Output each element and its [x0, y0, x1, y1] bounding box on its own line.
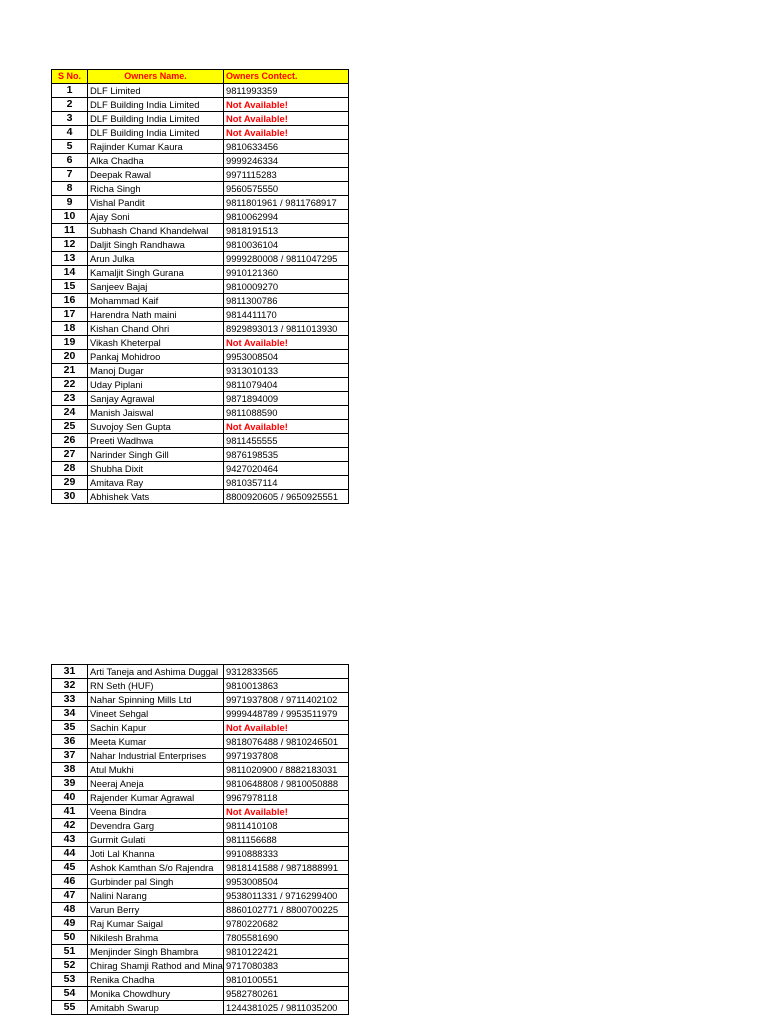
owner-name-cell: Ajay Soni	[88, 210, 224, 224]
owner-name-cell: Amitabh Swarup	[88, 1001, 224, 1015]
serial-no-cell: 30	[52, 490, 88, 504]
owner-name-cell: Deepak Rawal	[88, 168, 224, 182]
table-row	[52, 84, 349, 98]
owner-name-cell: Sachin Kapur	[88, 721, 224, 735]
owner-name-cell: Sanjeev Bajaj	[88, 280, 224, 294]
serial-no-cell: 26	[52, 434, 88, 448]
owner-contact-cell: 9811020900 / 8882183031	[224, 763, 349, 777]
owner-name-cell: Nahar Spinning Mills Ltd	[88, 693, 224, 707]
table-row	[52, 665, 349, 679]
table-row	[52, 350, 349, 364]
owner-name-cell: Preeti Wadhwa	[88, 434, 224, 448]
serial-no-cell: 33	[52, 693, 88, 707]
owner-contact-cell: 9811993359	[224, 84, 349, 98]
serial-no-cell: 45	[52, 861, 88, 875]
owner-name-cell: Varun Berry	[88, 903, 224, 917]
owner-contact-cell: 8860102771 / 8800700225	[224, 903, 349, 917]
owner-contact-cell: 1244381025 / 9811035200	[224, 1001, 349, 1015]
serial-no-cell: 48	[52, 903, 88, 917]
owner-contact-cell: 9811801961 / 9811768917	[224, 196, 349, 210]
serial-no-cell: 20	[52, 350, 88, 364]
table-row	[52, 182, 349, 196]
serial-no-cell: 37	[52, 749, 88, 763]
table-row	[52, 693, 349, 707]
owner-contact-cell: Not Available!	[224, 420, 349, 434]
table-row	[52, 819, 349, 833]
owners-table-2-body	[52, 665, 349, 1015]
owner-name-cell: Vishal Pandit	[88, 196, 224, 210]
owner-name-cell: Amitava Ray	[88, 476, 224, 490]
owner-name-cell: Alka Chadha	[88, 154, 224, 168]
serial-no-cell: 17	[52, 308, 88, 322]
serial-no-cell: 35	[52, 721, 88, 735]
table-row	[52, 378, 349, 392]
owner-name-cell: Daljit Singh Randhawa	[88, 238, 224, 252]
owner-contact-cell: 9971937808	[224, 749, 349, 763]
owner-contact-cell: 9810009270	[224, 280, 349, 294]
serial-no-cell: 18	[52, 322, 88, 336]
owner-contact-cell: 9313010133	[224, 364, 349, 378]
serial-no-cell: 51	[52, 945, 88, 959]
serial-no-cell: 52	[52, 959, 88, 973]
owner-name-cell: DLF Building India Limited	[88, 98, 224, 112]
table-row	[52, 875, 349, 889]
table-row	[52, 973, 349, 987]
header-owners-contact: Owners Contect.	[224, 70, 349, 84]
serial-no-cell: 53	[52, 973, 88, 987]
header-serial-no: S No.	[52, 70, 88, 84]
owner-name-cell: Harendra Nath maini	[88, 308, 224, 322]
owner-contact-cell: 9876198535	[224, 448, 349, 462]
serial-no-cell: 49	[52, 917, 88, 931]
owner-contact-cell: 8929893013 / 9811013930	[224, 322, 349, 336]
owner-name-cell: Manoj Dugar	[88, 364, 224, 378]
owner-name-cell: Menjinder Singh Bhambra	[88, 945, 224, 959]
owner-name-cell: Suvojoy Sen Gupta	[88, 420, 224, 434]
serial-no-cell: 12	[52, 238, 88, 252]
table-row	[52, 420, 349, 434]
serial-no-cell: 29	[52, 476, 88, 490]
table-row	[52, 679, 349, 693]
owner-contact-cell: 9910888333	[224, 847, 349, 861]
table-row	[52, 861, 349, 875]
serial-no-cell: 32	[52, 679, 88, 693]
owner-contact-cell: 9811156688	[224, 833, 349, 847]
owner-contact-cell: 9910121360	[224, 266, 349, 280]
owner-contact-cell: 9953008504	[224, 350, 349, 364]
owner-contact-cell: 9811455555	[224, 434, 349, 448]
owner-contact-cell: 9780220682	[224, 917, 349, 931]
owner-name-cell: Narinder Singh Gill	[88, 448, 224, 462]
table-row	[52, 917, 349, 931]
owner-name-cell: Chirag Shamji Rathod and Mina	[88, 959, 224, 973]
owner-contact-cell: 9312833565	[224, 665, 349, 679]
owner-name-cell: Gurbinder pal Singh	[88, 875, 224, 889]
serial-no-cell: 9	[52, 196, 88, 210]
serial-no-cell: 31	[52, 665, 88, 679]
serial-no-cell: 25	[52, 420, 88, 434]
serial-no-cell: 41	[52, 805, 88, 819]
owner-contact-cell: 9717080383	[224, 959, 349, 973]
owner-name-cell: Rajinder Kumar Kaura	[88, 140, 224, 154]
owner-contact-cell: 9582780261	[224, 987, 349, 1001]
table-row	[52, 959, 349, 973]
owner-name-cell: Subhash Chand Khandelwal	[88, 224, 224, 238]
serial-no-cell: 23	[52, 392, 88, 406]
serial-no-cell: 44	[52, 847, 88, 861]
table-row	[52, 364, 349, 378]
owner-contact-cell: 9811088590	[224, 406, 349, 420]
table-row	[52, 763, 349, 777]
owner-contact-cell: 9814411170	[224, 308, 349, 322]
owner-contact-cell: 9427020464	[224, 462, 349, 476]
owner-contact-cell: 9810357114	[224, 476, 349, 490]
owner-name-cell: Uday Piplani	[88, 378, 224, 392]
owner-contact-cell: 9810062994	[224, 210, 349, 224]
serial-no-cell: 55	[52, 1001, 88, 1015]
table-row	[52, 833, 349, 847]
owner-contact-cell: 9953008504	[224, 875, 349, 889]
table-row	[52, 448, 349, 462]
table-row	[52, 238, 349, 252]
serial-no-cell: 46	[52, 875, 88, 889]
table-row	[52, 322, 349, 336]
owner-contact-cell: 9810122421	[224, 945, 349, 959]
owner-contact-cell: 9818141588 / 9871888991	[224, 861, 349, 875]
serial-no-cell: 34	[52, 707, 88, 721]
owner-name-cell: Manish Jaiswal	[88, 406, 224, 420]
owners-table-2	[51, 664, 349, 1015]
owner-name-cell: Monika Chowdhury	[88, 987, 224, 1001]
table-row	[52, 406, 349, 420]
table-row	[52, 308, 349, 322]
owner-name-cell: Meeta Kumar	[88, 735, 224, 749]
owners-table-1-body	[52, 84, 349, 504]
owner-contact-cell: 9967978118	[224, 791, 349, 805]
serial-no-cell: 2	[52, 98, 88, 112]
table-row	[52, 749, 349, 763]
table-row	[52, 112, 349, 126]
serial-no-cell: 6	[52, 154, 88, 168]
serial-no-cell: 8	[52, 182, 88, 196]
serial-no-cell: 14	[52, 266, 88, 280]
owner-name-cell: DLF Limited	[88, 84, 224, 98]
table-row	[52, 889, 349, 903]
table-row	[52, 126, 349, 140]
table-row	[52, 1001, 349, 1015]
owner-contact-cell: Not Available!	[224, 112, 349, 126]
owner-name-cell: Nalini Narang	[88, 889, 224, 903]
owner-contact-cell: Not Available!	[224, 126, 349, 140]
table-row	[52, 154, 349, 168]
owner-contact-cell: Not Available!	[224, 336, 349, 350]
serial-no-cell: 19	[52, 336, 88, 350]
table-row	[52, 98, 349, 112]
serial-no-cell: 4	[52, 126, 88, 140]
owner-contact-cell: 8800920605 / 9650925551	[224, 490, 349, 504]
serial-no-cell: 16	[52, 294, 88, 308]
owner-contact-cell: 7805581690	[224, 931, 349, 945]
owner-name-cell: Ashok Kamthan S/o Rajendra	[88, 861, 224, 875]
owner-contact-cell: 9999448789 / 9953511979	[224, 707, 349, 721]
serial-no-cell: 43	[52, 833, 88, 847]
serial-no-cell: 5	[52, 140, 88, 154]
table-row	[52, 210, 349, 224]
owner-contact-cell: 9971937808 / 9711402102	[224, 693, 349, 707]
owner-name-cell: Vikash Kheterpal	[88, 336, 224, 350]
table-row	[52, 987, 349, 1001]
serial-no-cell: 11	[52, 224, 88, 238]
table-row	[52, 707, 349, 721]
serial-no-cell: 42	[52, 819, 88, 833]
owner-name-cell: Kamaljit Singh Gurana	[88, 266, 224, 280]
owner-contact-cell: 9810013863	[224, 679, 349, 693]
owner-name-cell: Joti Lal Khanna	[88, 847, 224, 861]
owner-name-cell: Renika Chadha	[88, 973, 224, 987]
owner-contact-cell: 9818076488 / 9810246501	[224, 735, 349, 749]
owner-name-cell: Vineet Sehgal	[88, 707, 224, 721]
owner-contact-cell: Not Available!	[224, 98, 349, 112]
serial-no-cell: 27	[52, 448, 88, 462]
serial-no-cell: 39	[52, 777, 88, 791]
owner-name-cell: Arti Taneja and Ashima Duggal	[88, 665, 224, 679]
owner-name-cell: Nikilesh Brahma	[88, 931, 224, 945]
owner-contact-cell: 9999246334	[224, 154, 349, 168]
serial-no-cell: 1	[52, 84, 88, 98]
owner-name-cell: Devendra Garg	[88, 819, 224, 833]
serial-no-cell: 38	[52, 763, 88, 777]
owner-contact-cell: 9810648808 / 9810050888	[224, 777, 349, 791]
owner-contact-cell: 9999280008 / 9811047295	[224, 252, 349, 266]
serial-no-cell: 50	[52, 931, 88, 945]
serial-no-cell: 40	[52, 791, 88, 805]
table-row	[52, 196, 349, 210]
owner-contact-cell: 9971115283	[224, 168, 349, 182]
owner-contact-cell: 9538011331 / 9716299400	[224, 889, 349, 903]
table-row	[52, 224, 349, 238]
owner-contact-cell: 9811410108	[224, 819, 349, 833]
owner-contact-cell: 9810036104	[224, 238, 349, 252]
owner-contact-cell: Not Available!	[224, 721, 349, 735]
owner-name-cell: Kishan Chand Ohri	[88, 322, 224, 336]
owner-contact-cell: 9560575550	[224, 182, 349, 196]
owner-contact-cell: 9871894009	[224, 392, 349, 406]
table-row	[52, 791, 349, 805]
serial-no-cell: 36	[52, 735, 88, 749]
table-row	[52, 280, 349, 294]
serial-no-cell: 3	[52, 112, 88, 126]
table-row	[52, 490, 349, 504]
owner-contact-cell: 9811079404	[224, 378, 349, 392]
owner-name-cell: DLF Building India Limited	[88, 112, 224, 126]
table-row	[52, 847, 349, 861]
owner-name-cell: Neeraj Aneja	[88, 777, 224, 791]
owner-contact-cell: 9811300786	[224, 294, 349, 308]
serial-no-cell: 22	[52, 378, 88, 392]
serial-no-cell: 10	[52, 210, 88, 224]
header-owners-name: Owners Name.	[88, 70, 224, 84]
table-row	[52, 735, 349, 749]
table-row	[52, 168, 349, 182]
owner-name-cell: Nahar Industrial Enterprises	[88, 749, 224, 763]
owner-name-cell: Gurmit Gulati	[88, 833, 224, 847]
owner-contact-cell: Not Available!	[224, 805, 349, 819]
owner-contact-cell: 9810633456	[224, 140, 349, 154]
table-row	[52, 462, 349, 476]
serial-no-cell: 7	[52, 168, 88, 182]
owner-name-cell: Atul Mukhi	[88, 763, 224, 777]
table-row	[52, 805, 349, 819]
owner-name-cell: Veena Bindra	[88, 805, 224, 819]
owners-table-1	[51, 69, 349, 504]
owner-name-cell: Raj Kumar Saigal	[88, 917, 224, 931]
table-row	[52, 140, 349, 154]
serial-no-cell: 54	[52, 987, 88, 1001]
table-row	[52, 931, 349, 945]
table-row	[52, 294, 349, 308]
owner-name-cell: Shubha Dixit	[88, 462, 224, 476]
serial-no-cell: 13	[52, 252, 88, 266]
table-row	[52, 252, 349, 266]
owner-contact-cell: 9810100551	[224, 973, 349, 987]
owner-name-cell: Sanjay Agrawal	[88, 392, 224, 406]
serial-no-cell: 15	[52, 280, 88, 294]
owner-contact-cell: 9818191513	[224, 224, 349, 238]
owner-name-cell: Pankaj Mohidroo	[88, 350, 224, 364]
table-row	[52, 721, 349, 735]
header-row	[52, 70, 349, 84]
table-row	[52, 945, 349, 959]
table-row	[52, 266, 349, 280]
serial-no-cell: 24	[52, 406, 88, 420]
owner-name-cell: Rajender Kumar Agrawal	[88, 791, 224, 805]
table-row	[52, 392, 349, 406]
table-row	[52, 476, 349, 490]
table-row	[52, 777, 349, 791]
owner-name-cell: Richa Singh	[88, 182, 224, 196]
owner-name-cell: DLF Building India Limited	[88, 126, 224, 140]
table-row	[52, 434, 349, 448]
serial-no-cell: 47	[52, 889, 88, 903]
table-row	[52, 903, 349, 917]
owner-name-cell: Arun Julka	[88, 252, 224, 266]
table-row	[52, 336, 349, 350]
serial-no-cell: 28	[52, 462, 88, 476]
owner-name-cell: Abhishek Vats	[88, 490, 224, 504]
owner-name-cell: RN Seth (HUF)	[88, 679, 224, 693]
serial-no-cell: 21	[52, 364, 88, 378]
owner-name-cell: Mohammad Kaif	[88, 294, 224, 308]
